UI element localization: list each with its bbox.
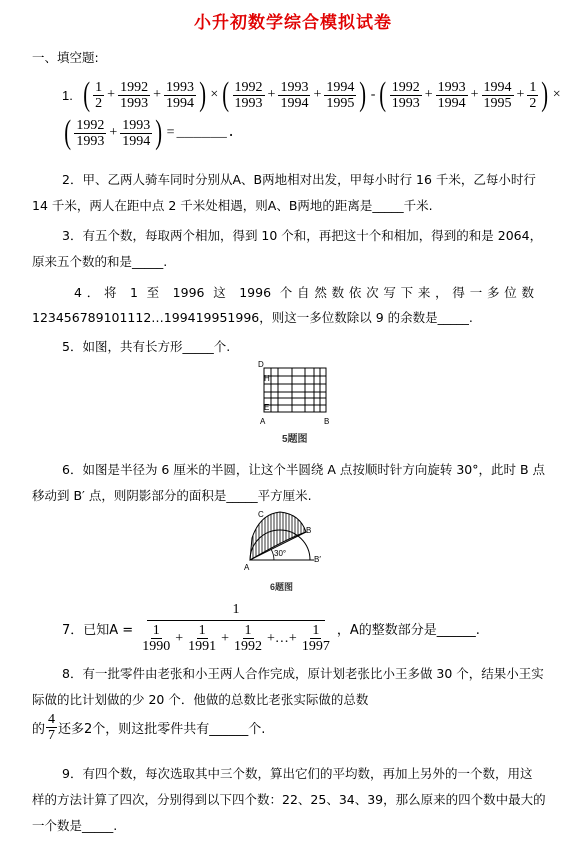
q8-line3: 的 $\frac{4}{7}$ 还多2个，则这批零件共有______个. [32,712,266,743]
paren-close: ) [199,76,207,113]
figure-6-semicircle [240,508,340,598]
fraction: $\frac{1}{1997}$ [301,623,330,654]
fraction: $\frac{1}{1992}$ [234,623,263,654]
angle-label: 30° [274,549,287,558]
q2-line1: 2．甲、乙两人骑车同时分别从A、B两地相对出发，甲每小时行 16 千米，乙每小时行 [62,172,536,187]
label-b-prime: B′ [314,555,321,564]
label-b: B [306,526,312,535]
q6-line1: 6．如图是半径为 6 厘米的半圆，让这个半圆绕 A 点按顺时针方向旋转 30°，此时 B 点 [62,462,546,477]
q4-line1: 4．将 1 至 1996 这 1996 个自然数依次写下来，得一多位数 [74,285,534,300]
q4-line2: 123456789101112…199419951996，则这一多位数除以 9 的余数是_____. [32,310,473,325]
fraction: $\frac{1}{2}$ [95,79,103,111]
fraction: $\frac{4}{7}$ [48,712,56,743]
q1-row1: 1. ( $\frac{1}{2}$ + $\frac{1992}{1993}$ + $\frac{1993}{1994}$ ) × ( $\frac{1992}{1993}$ + $\frac{1993}{1994}$ + $\frac{1994}{1995}$ ) - ( $\frac{1992}{1993}$ + $\frac{1993}{1994}$ + $\frac{1994}{1995}$ + $\frac{1}{2}$ ) × [62,76,561,113]
figure-5-caption: 5题图 [282,434,308,445]
figure-5-rectangles [250,358,340,448]
fraction: $\frac{1994}{1995}$ [326,79,355,111]
label-d: D [258,360,264,369]
q6-line2: 移动到 B′ 点，则阴影部分的面积是_____平方厘米. [32,488,312,503]
paren-open: ( [379,76,387,113]
label-a: A [244,563,250,572]
q5-text: 5．如图，共有长方形_____个. [62,339,231,354]
paren-open: ( [222,76,230,113]
paren-close: ) [359,76,367,113]
fraction: $\frac{1993}{1994}$ [280,79,309,111]
q8-line2: 际做的比计划做的少 20 个．他做的总数比老张实际做的总数 [32,692,369,707]
q3-line2: 原来五个数的和是_____. [32,254,168,269]
label-b: B [324,417,330,426]
paren-open: ( [83,76,90,113]
q2-line2: 14 千米，两人在距中点 2 千米处相遇，则A、B两地的距离是_____千米. [32,198,433,213]
fraction: $\frac{1}{2}$ [529,79,537,111]
page-title: 小升初数学综合模拟试卷 [194,13,392,33]
fraction: $\frac{1993}{1994}$ [165,79,194,111]
paren-open: ( [64,114,72,151]
q7-suffix: ，A的整数部分是______. [336,622,480,638]
q7-big-fraction: 1 $\frac{1}{1990}$ + $\frac{1}{1991}$ + $\frac{1}{1992}$ +…+ $\frac{1}{1997}$ [142,602,330,654]
label-e: E [264,403,270,412]
q7-row [62,602,480,654]
fraction: $\frac{1}{1991}$ [188,623,217,654]
fraction: $\frac{1994}{1995}$ [483,79,512,111]
fraction: $\frac{1992}{1993}$ [234,79,263,111]
label-c: C [258,510,264,519]
paren-close: ) [155,114,163,151]
fraction: $\frac{1}{1990}$ [142,623,171,654]
label-a: A [260,417,266,426]
q9-line1: 9．有四个数，每次选取其中三个数，算出它们的平均数，再加上另外的一个数，用这 [62,766,533,781]
q3-line1: 3．有五个数，每取两个相加，得到 10 个和，再把这十个和相加，得到的和是 2064， [62,228,543,243]
fraction: $\frac{1992}{1993}$ [76,117,105,149]
paren-close: ) [541,76,549,113]
q1-number: 1. [62,87,73,103]
q9-line3: 一个数是_____. [32,818,118,833]
fraction: $\frac{1993}{1994}$ [437,79,466,111]
fraction: $\frac{1992}{1993}$ [391,79,420,111]
q7-prefix: 7．已知A = [62,622,134,638]
label-h: H [264,374,270,383]
figure-6-caption: 6题图 [270,582,294,592]
answer-blank: ______. [176,125,236,141]
q8-line1: 8．有一批零件由老张和小王两人合作完成，原计划老张比小王多做 30 个，结果小王实 [62,666,544,681]
fraction: $\frac{1993}{1994}$ [122,117,151,149]
section-heading: 一、填空题: [32,50,99,65]
q9-line2: 样的方法计算了四次，分别得到以下四个数：22、25、34、39，那么原来的四个数中最大的 [32,792,546,807]
fraction: $\frac{1992}{1993}$ [120,79,149,111]
q1-row2: ( $\frac{1992}{1993}$ + $\frac{1993}{1994}$ ) = ______. [64,114,236,151]
